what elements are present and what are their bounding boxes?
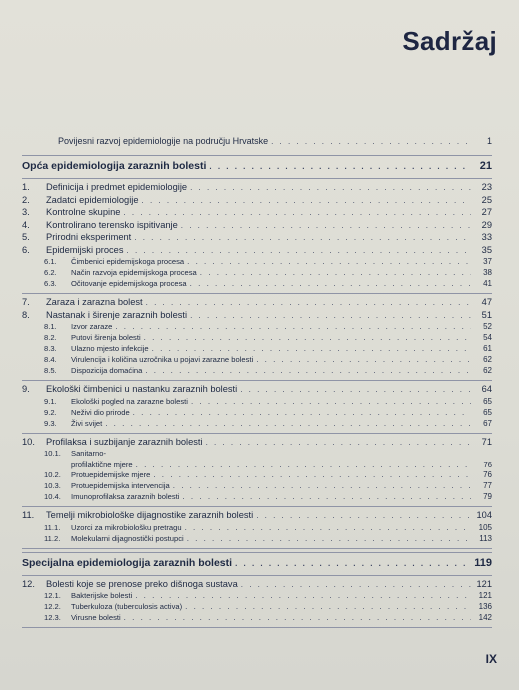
toc-section-entry-text — [44, 397, 188, 406]
toc-preface-title: Povijesni razvoj epidemiologije na području Hrvatske — [58, 136, 269, 146]
divider-rule — [22, 627, 492, 628]
toc-section-entry[interactable] — [22, 355, 492, 366]
dot-leader — [206, 438, 471, 447]
dot-leader — [133, 408, 471, 417]
toc-section-entry-title: Sanitarno- — [71, 449, 107, 458]
toc-chapter-entry-text — [22, 207, 120, 217]
toc-chapter-entry-text — [22, 579, 238, 589]
toc-chapter-entry-title: Zaraza i zarazna bolest — [46, 297, 143, 307]
toc-chapter-entry-title: Nastanak i širenje zaraznih bolesti — [46, 309, 188, 320]
dot-leader — [146, 298, 471, 307]
toc-section-entry-page: 62 — [483, 355, 492, 364]
dot-leader — [191, 397, 471, 406]
toc-chapter-entry-page: 33 — [481, 232, 492, 242]
dot-leader — [123, 208, 471, 217]
toc-chapter-entry-number: 1. — [22, 182, 30, 192]
toc-chapter-entry-text — [22, 510, 253, 520]
toc-section-entry[interactable] — [22, 268, 492, 279]
toc-chapter-entry[interactable] — [22, 579, 492, 592]
toc-section-entry[interactable] — [22, 279, 492, 290]
toc-chapter-entry-number: 11. — [22, 510, 35, 520]
toc-chapter-entry-title: Bolesti koje se prenose preko dišnoga sustava — [46, 578, 238, 589]
toc-section-entry-text — [44, 419, 102, 428]
dot-leader — [190, 311, 471, 320]
toc-part-entry-text — [22, 160, 206, 172]
dot-leader — [235, 559, 471, 568]
toc-chapter-entry-page: 23 — [481, 182, 492, 192]
toc-section-entry-page: 52 — [483, 322, 492, 331]
divider-rule — [22, 155, 492, 156]
toc-section-entry-text — [44, 268, 197, 277]
dot-leader — [105, 419, 471, 428]
toc-chapter-entry-title: Epidemijski proces — [46, 244, 124, 255]
toc-chapter-entry-page: 29 — [481, 219, 492, 230]
toc-chapter-entry-text — [22, 220, 178, 230]
toc-section-entry-number: 12.1. — [44, 591, 61, 600]
toc-chapter-entry-text — [22, 310, 187, 320]
toc-chapter-entry[interactable] — [22, 207, 492, 220]
toc-section-entry-text — [44, 344, 149, 353]
dot-leader — [187, 534, 471, 543]
toc-section-entry-number: 8.2. — [44, 333, 57, 342]
toc-section-entry[interactable] — [22, 333, 492, 344]
toc-section-entry-page: 54 — [483, 333, 492, 342]
divider-rule — [22, 433, 492, 434]
toc-section-entry[interactable] — [22, 602, 492, 613]
page-title: Sadržaj — [402, 26, 497, 56]
toc-chapter-entry-number: 9. — [22, 384, 30, 394]
toc-section-entry-page: 76 — [483, 470, 492, 479]
toc-section-entry[interactable] — [22, 449, 492, 460]
toc-section-entry-title: Tuberkuloza (tuberculosis activa) — [71, 602, 183, 611]
toc-section-entry-text — [44, 408, 130, 417]
toc-section-entry-text — [44, 366, 142, 375]
toc-chapter-entry-text — [22, 245, 124, 255]
toc-chapter-entry-number: 6. — [22, 244, 30, 255]
toc-section-entry-title: Protuepidemijske mjere — [71, 470, 151, 479]
toc-section-entry-page: 65 — [483, 396, 492, 406]
dot-leader — [152, 344, 471, 353]
toc-section-entry-page: 67 — [483, 418, 492, 428]
toc-section-entry-text — [44, 333, 141, 342]
toc-section-entry-text — [44, 523, 182, 532]
toc-section-entry-text — [44, 355, 253, 364]
toc-chapter-entry[interactable] — [22, 232, 492, 245]
dot-leader — [144, 333, 471, 342]
toc-chapter-entry[interactable] — [22, 297, 492, 310]
toc-part-entry-title: Specijalna epidemiologija zaraznih bolesti — [22, 556, 233, 569]
toc-chapter-entry-page: 27 — [481, 207, 492, 217]
toc-chapter-entry-text — [22, 232, 131, 242]
toc-part-entry-text — [22, 557, 232, 569]
toc-chapter-entry-title: Ekološki čimbenici u nastanku zaraznih bolesti — [46, 384, 238, 394]
toc-section-entry-number: 9.2. — [44, 407, 57, 417]
divider-rule — [22, 380, 492, 381]
toc-chapter-entry-number: 8. — [22, 309, 30, 320]
toc-chapter-entry-text — [22, 182, 187, 192]
toc-chapter-entry-title: Kontrolirano terensko ispitivanje — [46, 219, 178, 230]
toc-chapter-entry[interactable] — [22, 220, 492, 233]
divider-rule — [22, 178, 492, 179]
toc-section-entry-number: 10.1. — [44, 449, 61, 458]
toc-section-entry-number: 10.3. — [44, 481, 61, 490]
toc-section-entry-title: Način razvoja epidemijskoga procesa — [71, 268, 197, 277]
toc-section-entry[interactable] — [22, 523, 492, 534]
toc-chapter-entry[interactable] — [22, 245, 492, 258]
toc-chapter-entry-title: Profilaksa i suzbijanje zaraznih bolesti — [46, 436, 203, 447]
divider-rule — [22, 506, 492, 507]
toc-section-entry-text — [44, 470, 150, 479]
toc-preface-page: 1 — [486, 136, 492, 146]
toc-section-entry-title: Dispozicija domaćina — [71, 366, 143, 375]
toc-chapter-entry-number: 3. — [22, 207, 30, 217]
toc-chapter-entry-page: 51 — [481, 309, 492, 320]
dot-leader — [173, 481, 471, 490]
toc-section-continuation-title: profilaktične mjere — [71, 460, 133, 469]
toc-chapter-entry-text — [22, 384, 237, 394]
table-of-contents — [22, 136, 492, 631]
toc-section-continuation-text — [71, 460, 133, 469]
toc-section-entry-text — [44, 279, 187, 288]
dot-leader — [127, 246, 471, 255]
toc-chapter-entry-number: 12. — [22, 578, 35, 589]
toc-section-entry-number: 11.2. — [44, 533, 61, 543]
toc-section-entry-text — [44, 322, 112, 331]
toc-section-entry[interactable] — [22, 257, 492, 268]
toc-chapter-entry-page: 35 — [481, 244, 492, 255]
toc-section-entry-number: 10.2. — [44, 470, 61, 479]
toc-section-entry[interactable] — [22, 481, 492, 492]
dot-leader — [185, 602, 471, 611]
toc-section-entry-page: 65 — [483, 407, 492, 417]
toc-chapter-entry[interactable] — [22, 182, 492, 195]
toc-section-entry[interactable] — [22, 534, 492, 545]
toc-section-entry-title: Molekularni dijagnostički postupci — [71, 533, 184, 543]
dot-leader — [182, 492, 471, 501]
toc-section-entry-number: 6.2. — [44, 268, 57, 277]
toc-section-entry-text — [44, 492, 179, 501]
toc-section-entry-number: 11.1. — [44, 522, 61, 532]
dot-leader — [135, 591, 471, 600]
toc-chapter-entry-text — [22, 297, 143, 307]
dot-leader — [153, 470, 471, 479]
toc-section-entry-text — [44, 534, 184, 543]
toc-chapter-entry[interactable] — [22, 384, 492, 397]
toc-preface-entry[interactable] — [22, 136, 492, 149]
toc-section-entry-number: 6.1. — [44, 257, 57, 266]
toc-chapter-entry[interactable] — [22, 195, 492, 208]
toc-section-entry-title: Protuepidemijska intervencija — [71, 481, 170, 490]
dot-leader — [185, 523, 471, 532]
toc-part-entry[interactable] — [22, 160, 492, 175]
toc-chapter-entry-page: 47 — [481, 297, 492, 307]
toc-section-entry-number: 8.3. — [44, 344, 57, 353]
toc-section-entry-number: 9.1. — [44, 396, 57, 406]
toc-section-entry-title: Čimbenici epidemijskoga procesa — [71, 257, 185, 266]
dot-leader — [134, 233, 471, 242]
dot-leader — [136, 460, 471, 469]
dot-leader — [115, 322, 471, 331]
toc-section-entry-text — [44, 602, 182, 611]
divider-rule — [22, 548, 492, 549]
toc-section-entry-page: 136 — [478, 602, 492, 611]
dot-leader — [181, 221, 471, 230]
toc-chapter-entry-title: Prirodni eksperiment — [46, 232, 132, 242]
toc-chapter-entry-number: 10. — [22, 436, 35, 447]
toc-section-entry-text — [44, 481, 170, 490]
toc-section-entry-number: 8.1. — [44, 322, 57, 331]
toc-chapter-entry-number: 5. — [22, 232, 30, 242]
toc-section-entry-page: 61 — [483, 344, 492, 353]
toc-section-entry[interactable] — [22, 344, 492, 355]
toc-chapter-entry[interactable] — [22, 510, 492, 523]
toc-section-entry-number: 8.4. — [44, 355, 57, 364]
dot-leader — [200, 268, 471, 277]
toc-section-entry[interactable] — [22, 419, 492, 430]
toc-chapter-entry-page: 71 — [481, 436, 492, 447]
toc-section-entry[interactable] — [22, 322, 492, 333]
toc-section-entry-page: 77 — [483, 481, 492, 490]
toc-section-entry-title: Očitovanje epidemijskoga procesa — [71, 279, 187, 288]
toc-chapter-entry-title: Kontrolne skupine — [46, 207, 121, 217]
toc-part-entry-page: 119 — [474, 556, 492, 569]
divider-rule — [22, 575, 492, 576]
dot-leader — [271, 137, 471, 146]
toc-part-entry-title: Opća epidemiologija zaraznih bolesti — [22, 160, 207, 172]
toc-section-entry-title: Izvor zaraze — [71, 322, 113, 331]
toc-section-entry-text — [44, 449, 106, 458]
toc-chapter-entry-page: 121 — [476, 578, 492, 589]
toc-chapter-entry-number: 7. — [22, 297, 30, 307]
toc-section-entry[interactable] — [22, 591, 492, 602]
toc-section-entry-title: Ulazno mjesto infekcije — [71, 344, 149, 353]
toc-section-entry-title: Neživi dio prirode — [71, 407, 130, 417]
toc-chapter-entry-number: 4. — [22, 219, 30, 230]
toc-chapter-entry-title: Temelji mikrobiološke dijagnostike zaraznih bolesti — [46, 510, 254, 520]
dot-leader — [142, 196, 471, 205]
toc-section-entry-page: 105 — [478, 522, 492, 532]
toc-section-entry-page: 142 — [478, 613, 492, 622]
toc-section-continuation[interactable] — [22, 460, 492, 470]
toc-section-entry-title: Imunoprofilaksa zaraznih bolesti — [71, 492, 180, 501]
toc-section-entry-number: 9.3. — [44, 418, 57, 428]
dot-leader — [256, 355, 471, 364]
toc-section-entry-number: 6.3. — [44, 279, 57, 288]
toc-section-entry-title: Bakterijske bolesti — [71, 591, 133, 600]
dot-leader — [241, 580, 471, 589]
dot-leader — [187, 257, 471, 266]
toc-section-entry-title: Putovi širenja bolesti — [71, 333, 141, 342]
toc-section-entry-page: 121 — [478, 591, 492, 600]
toc-section-entry-text — [44, 591, 132, 600]
toc-chapter-entry-number: 2. — [22, 194, 30, 205]
toc-section-entry-title: Virulencija i količina uzročnika u pojavi zarazne bolesti — [71, 355, 254, 364]
toc-chapter-entry-page: 104 — [476, 510, 492, 520]
dot-leader — [124, 613, 471, 622]
toc-section-entry-page: 41 — [483, 279, 492, 288]
divider-rule — [22, 293, 492, 294]
toc-chapter-entry-title: Zadatci epidemiologije — [46, 194, 139, 205]
toc-section-entry-title: Živi svijet — [71, 418, 103, 428]
dot-leader — [209, 162, 471, 171]
divider-rule — [22, 552, 492, 553]
dot-leader — [190, 183, 471, 192]
toc-part-entry[interactable] — [22, 557, 492, 572]
toc-section-entry-page: 79 — [483, 492, 492, 501]
page-number-footer: IX — [485, 652, 497, 666]
toc-section-entry-title: Virusne bolesti — [71, 613, 121, 622]
toc-chapter-entry-title: Definicija i predmet epidemiologije — [46, 182, 188, 192]
toc-chapter-entry[interactable] — [22, 437, 492, 450]
toc-section-entry-number: 8.5. — [44, 366, 57, 375]
toc-chapter-entry-page: 25 — [481, 194, 492, 205]
toc-section-entry-text — [44, 613, 121, 622]
toc-chapter-entry-text — [22, 195, 139, 205]
toc-section-entry-title: Uzorci za mikrobiološku pretragu — [71, 522, 182, 532]
toc-section-entry-page: 37 — [483, 257, 492, 266]
toc-section-entry-number: 12.3. — [44, 613, 61, 622]
dot-leader — [240, 385, 471, 394]
toc-part-entry-page: 21 — [479, 160, 492, 172]
toc-section-entry[interactable] — [22, 366, 492, 377]
toc-section-entry[interactable] — [22, 408, 492, 419]
toc-section-entry-page: 38 — [483, 268, 492, 277]
toc-section-entry-page: 113 — [479, 533, 492, 543]
toc-section-entry-number: 12.2. — [44, 602, 61, 611]
dot-leader — [145, 366, 471, 375]
toc-chapter-entry-text — [22, 437, 203, 447]
toc-section-entry-title: Ekološki pogled na zarazne bolesti — [71, 396, 188, 406]
toc-section-entry-page: 62 — [483, 366, 492, 375]
dot-leader — [256, 511, 471, 520]
toc-chapter-entry-page: 64 — [481, 384, 492, 394]
toc-section-entry-number: 10.4. — [44, 492, 61, 501]
toc-section-entry[interactable] — [22, 613, 492, 624]
toc-section-entry-text — [44, 257, 184, 266]
dot-leader — [190, 279, 471, 288]
toc-chapter-entry[interactable] — [22, 310, 492, 323]
toc-section-entry[interactable] — [22, 397, 492, 408]
toc-section-entry[interactable] — [22, 492, 492, 503]
toc-section-entry[interactable] — [22, 470, 492, 481]
toc-section-continuation-page: 76 — [483, 460, 492, 469]
